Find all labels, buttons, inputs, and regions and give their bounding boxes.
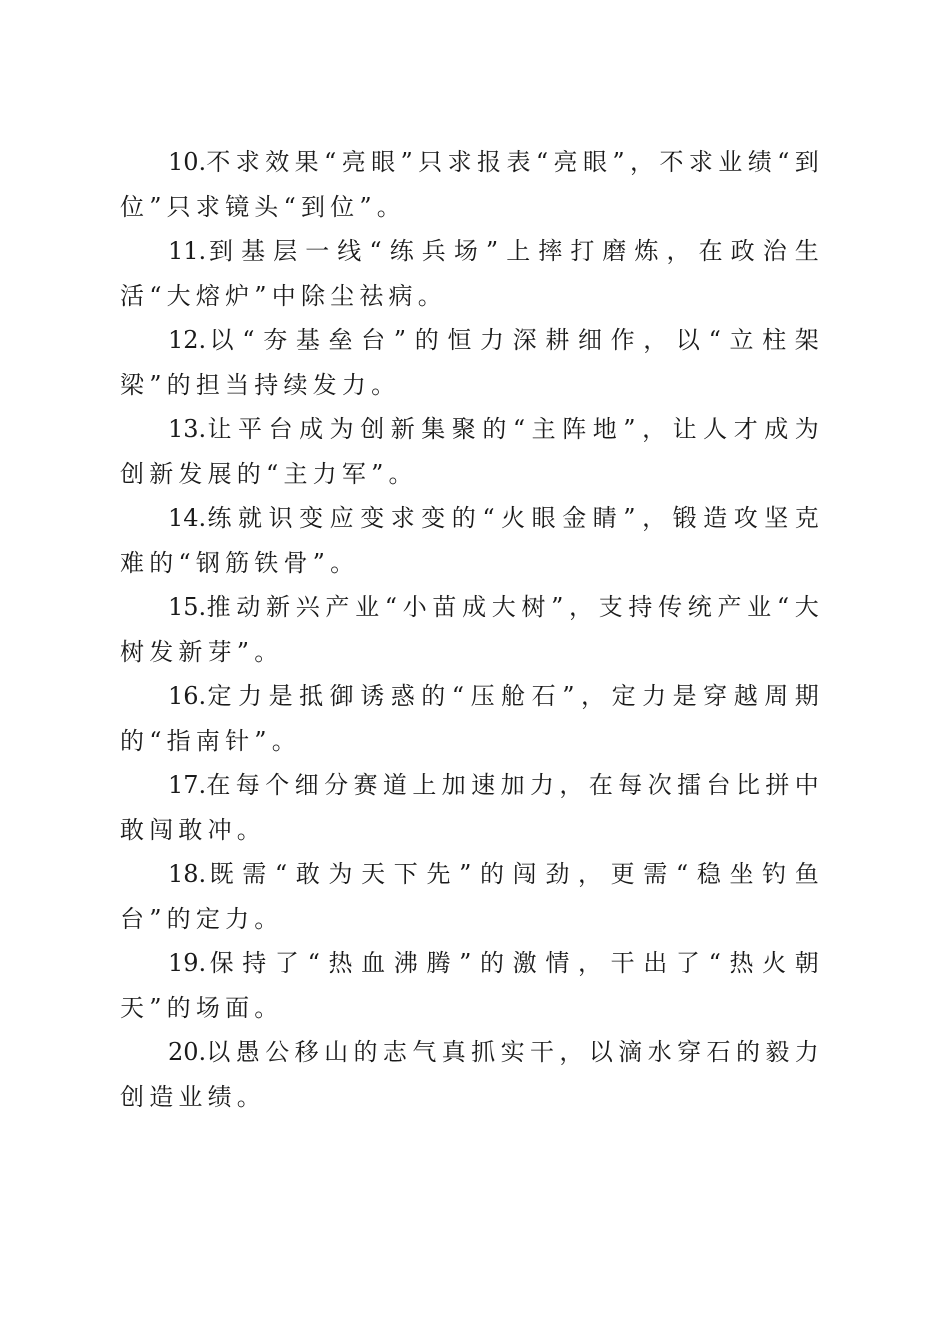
list-item [120,941,824,1030]
item-text: 既需“敢为天下先”的闯劲，更需“稳坐钓鱼台”的定力。 [120,860,824,933]
item-text: 以“夯基垒台”的恒力深耕细作，以“立柱架梁”的担当持续发力。 [120,326,824,399]
item-number: 20. [168,1038,207,1066]
item-number: 10. [168,148,207,176]
item-number: 16. [168,682,207,710]
item-text: 定力是抵御诱惑的“压舱石”，定力是穿越周期的“指南针”。 [120,682,824,755]
list-item [120,674,824,763]
list-item [120,140,824,229]
list-item [120,318,824,407]
item-text: 练就识变应变求变的“火眼金睛”，锻造攻坚克难的“钢筋铁骨”。 [120,504,824,577]
item-number: 15. [168,593,207,621]
document-body [120,140,824,1119]
item-text: 让平台成为创新集聚的“主阵地”，让人才成为创新发展的“主力军”。 [120,415,824,488]
item-text: 在每个细分赛道上加速加力，在每次擂台比拼中敢闯敢冲。 [120,771,824,844]
list-item [120,763,824,852]
list-item [120,852,824,941]
item-number: 19. [168,949,207,977]
item-text: 推动新兴产业“小苗成大树”，支持传统产业“大树发新芽”。 [120,593,824,666]
list-item [120,229,824,318]
list-item [120,407,824,496]
item-number: 18. [168,860,207,888]
list-item [120,496,824,585]
item-number: 14. [168,504,207,532]
item-number: 13. [168,415,207,443]
item-text: 保持了“热血沸腾”的激情，干出了“热火朝天”的场面。 [120,949,824,1022]
item-number: 12. [168,326,207,354]
item-number: 11. [168,237,207,265]
list-item [120,585,824,674]
item-text: 到基层一线“练兵场”上摔打磨炼，在政治生活“大熔炉”中除尘祛病。 [120,237,824,310]
item-number: 17. [168,771,207,799]
item-text: 不求效果“亮眼”只求报表“亮眼”，不求业绩“到位”只求镜头“到位”。 [120,148,824,221]
list-item [120,1030,824,1119]
item-text: 以愚公移山的志气真抓实干，以滴水穿石的毅力创造业绩。 [120,1038,824,1111]
